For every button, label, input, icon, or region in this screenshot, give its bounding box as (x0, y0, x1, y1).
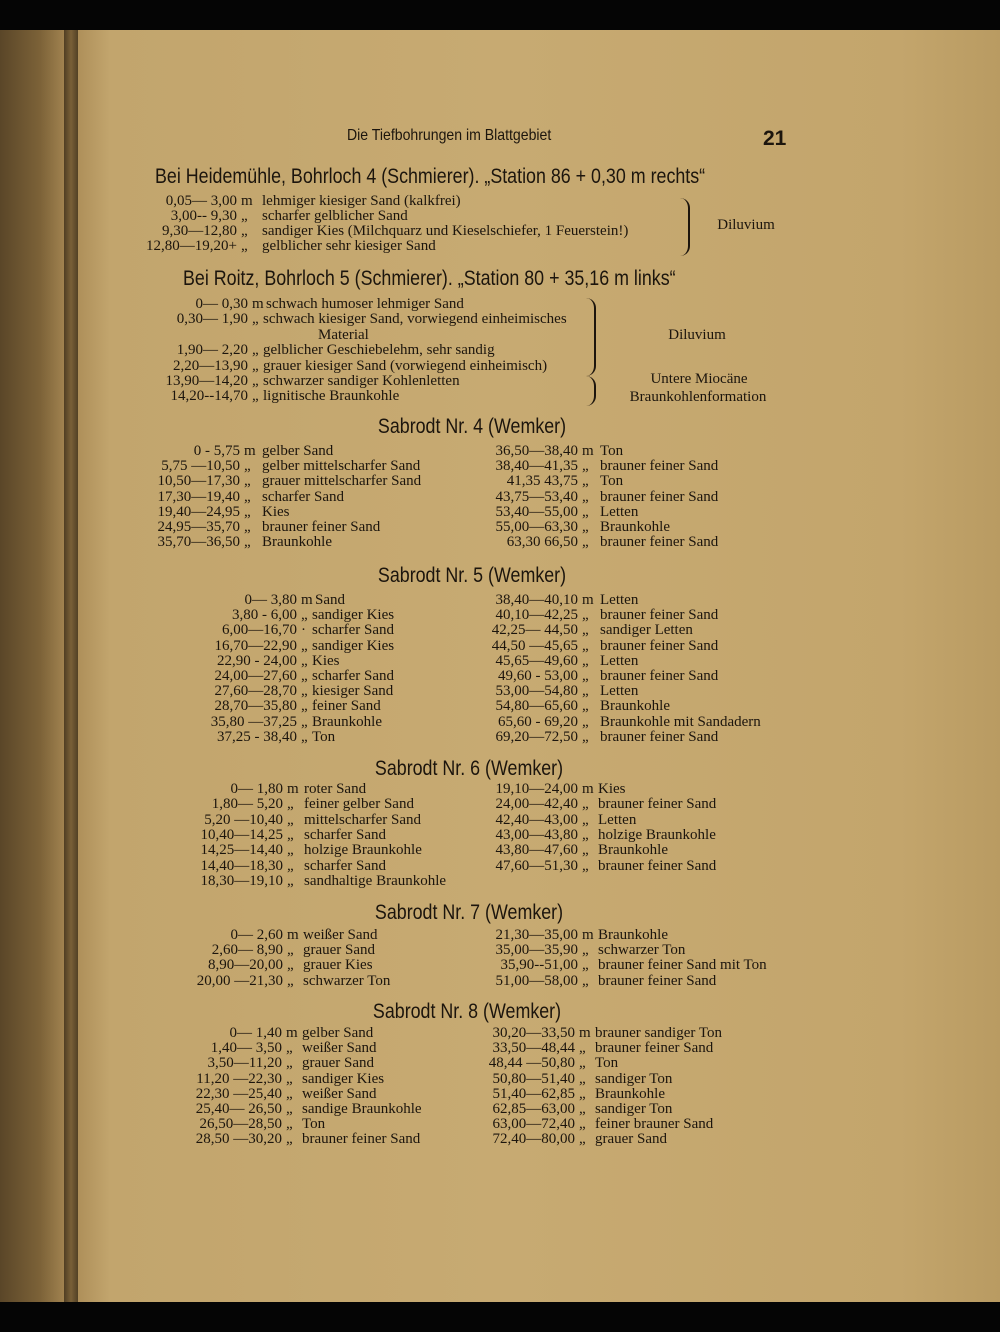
layer-description: schwach kiesiger Sand, vorwiegend einheimisches (263, 311, 567, 328)
depth-unit: „ (582, 637, 589, 654)
layer-description: scharfer Sand (304, 826, 387, 843)
depth-unit: „ (582, 942, 589, 959)
depth-unit: „ (287, 796, 294, 813)
section-title: Bei Heidemühle, Bohrloch 4 (Schmierer). „Station 86 + 0,30 m rechts“ (155, 165, 706, 188)
depth-range: 2,60— 8,90 (211, 942, 283, 959)
depth-unit: „ (582, 534, 589, 551)
layer-description: sandiger Ton (595, 1070, 673, 1087)
depth-range: 35,70—36,50 (157, 534, 240, 551)
depth-range: 0— 3,80 (244, 592, 297, 608)
depth-range: 37,25 - 38,40 (217, 728, 297, 745)
depth-range: 0,30— 1,90 (176, 311, 248, 328)
layer-description: brauner sandiger Ton (595, 1025, 722, 1041)
depth-range: 45,65—49,60 (495, 652, 578, 669)
layer-description: Sand (315, 592, 345, 608)
layer-description: Braunkohle (595, 1085, 665, 1102)
depth-unit: „ (301, 607, 308, 624)
depth-unit: „ (241, 208, 248, 225)
depth-range: 6,00—16,70 (222, 622, 297, 639)
depth-unit: „ (582, 857, 589, 874)
depth-range: 53,40—55,00 (495, 503, 578, 520)
layer-description: brauner feiner Sand mit Ton (598, 957, 767, 974)
layer-description: scharfer Sand (304, 857, 387, 874)
depth-unit: „ (241, 238, 248, 255)
depth-unit: „ (287, 972, 294, 989)
running-title: Die Tiefbohrungen im Blattgebiet (347, 127, 552, 144)
layer-description: brauner feiner Sand (600, 534, 719, 551)
layer-description: Kies (262, 503, 290, 520)
layer-description: Ton (302, 1116, 326, 1133)
layer-description: brauner feiner Sand (595, 1040, 714, 1057)
depth-range: 42,25— 44,50 (491, 622, 578, 639)
depth-unit: „ (301, 683, 308, 700)
depth-unit: „ (582, 607, 589, 624)
depth-range: 0— 2,60 (230, 927, 283, 943)
depth-range: 26,50—28,50 (199, 1116, 282, 1133)
depth-unit: „ (301, 637, 308, 654)
depth-range: 14,40—18,30 (200, 857, 283, 874)
depth-range: 24,00—42,40 (495, 796, 578, 813)
depth-unit: „ (582, 473, 589, 490)
brace (680, 198, 690, 256)
depth-unit: „ (582, 826, 589, 843)
depth-range: 1,40— 3,50 (210, 1040, 282, 1057)
depth-unit: „ (252, 388, 259, 405)
depth-unit: „ (301, 698, 308, 715)
depth-range: 53,00—54,80 (495, 683, 578, 700)
depth-unit: „ (582, 503, 589, 520)
depth-unit: „ (582, 488, 589, 505)
depth-range: 38,40—40,10 (495, 592, 578, 608)
depth-range: 65,60 - 69,20 (498, 713, 578, 730)
layer-description: weißer Sand (302, 1085, 377, 1102)
layer-description: sandiger Kies (312, 637, 395, 654)
layer-description: brauner feiner Sand (600, 607, 719, 624)
layer-description: sandiger Kies (Milchquarz und Kieselschiefer, 1 Feuerstein!) (262, 223, 629, 240)
depth-range: 50,80—51,40 (492, 1070, 575, 1087)
depth-range: 35,80 —37,25 (210, 713, 297, 730)
depth-unit: „ (287, 857, 294, 874)
layer-description: roter Sand (304, 781, 367, 797)
layer-description: Braunkohle (600, 698, 670, 715)
depth-unit: „ (287, 842, 294, 859)
depth-unit: „ (252, 373, 259, 389)
layer-description: schwach humoser lehmiger Sand (266, 296, 464, 312)
layer-description: lignitische Braunkohle (263, 388, 400, 405)
depth-range: 28,70—35,80 (214, 698, 297, 715)
depth-unit: „ (244, 473, 251, 490)
layer-description: scharfer Sand (312, 622, 395, 639)
section-title: Bei Roitz, Bohrloch 5 (Schmierer). „Station 80 + 35,16 m links“ (183, 267, 676, 290)
depth-unit: „ (252, 311, 259, 328)
depth-unit: m (241, 193, 253, 209)
depth-unit: „ (301, 713, 308, 730)
depth-range: 51,40—62,85 (492, 1085, 575, 1102)
depth-range: 13,90—14,20 (165, 373, 248, 389)
depth-unit: „ (582, 713, 589, 730)
depth-range: 22,30 —25,40 (195, 1085, 282, 1102)
depth-unit: „ (582, 668, 589, 684)
depth-range: 21,30—35,00 (495, 927, 578, 943)
depth-range: 43,80—47,60 (495, 842, 578, 859)
depth-unit: „ (244, 519, 251, 535)
layer-description: Braunkohle (262, 534, 332, 551)
depth-unit: „ (244, 458, 251, 475)
depth-range: 24,00—27,60 (214, 668, 297, 684)
depth-unit: „ (301, 728, 308, 745)
depth-unit: „ (244, 503, 251, 520)
section-title: Sabrodt Nr. 6 (Wemker) (374, 757, 564, 780)
depth-unit: · (301, 622, 306, 639)
depth-range: 3,50—11,20 (207, 1055, 282, 1072)
depth-unit: „ (579, 1101, 586, 1117)
depth-range: 11,20 —22,30 (196, 1070, 282, 1087)
layer-description: gelblicher Geschiebelehm, sehr sandig (263, 342, 495, 359)
depth-unit: „ (582, 622, 589, 639)
layer-description: grauer mittelscharfer Sand (262, 473, 422, 490)
depth-range: 54,80—65,60 (495, 698, 578, 715)
section-title: Sabrodt Nr. 8 (Wemker) (372, 1000, 562, 1023)
depth-range: 43,75—53,40 (495, 488, 578, 505)
layer-description: Ton (312, 728, 336, 745)
layer-description: brauner feiner Sand (598, 796, 717, 813)
layer-description: Ton (600, 473, 624, 490)
depth-unit: „ (286, 1040, 293, 1057)
brace (586, 298, 596, 376)
depth-unit: „ (582, 972, 589, 989)
layer-description: Braunkohle (312, 713, 382, 730)
layer-description: grauer kiesiger Sand (vorwiegend einheimisch) (263, 357, 548, 374)
depth-unit: „ (301, 652, 308, 669)
depth-range: 14,25—14,40 (200, 842, 283, 859)
depth-unit: „ (582, 458, 589, 475)
depth-range: 35,90--51,00 (500, 957, 578, 974)
depth-range: 3,80 - 6,00 (232, 607, 297, 624)
depth-unit: m (244, 443, 256, 459)
layer-description: scharfer Sand (312, 668, 395, 684)
layer-description: mittelscharfer Sand (304, 811, 422, 828)
depth-unit: „ (579, 1131, 586, 1148)
depth-unit: „ (286, 1070, 293, 1087)
depth-unit: „ (252, 342, 259, 359)
depth-unit: „ (582, 957, 589, 974)
depth-range: 0,05— 3,00 (165, 193, 237, 209)
depth-unit: m (582, 592, 594, 608)
layer-description: gelblicher sehr kiesiger Sand (262, 238, 436, 255)
layer-description: scharfer Sand (262, 488, 345, 505)
layer-description: brauner feiner Sand (600, 488, 719, 505)
layer-description: grauer Sand (303, 942, 376, 959)
depth-range: 63,30 66,50 (506, 534, 578, 551)
layer-description: schwarzer sandiger Kohlenletten (263, 373, 460, 389)
layer-description: grauer Sand (302, 1055, 375, 1072)
page-number: 21 (763, 127, 787, 150)
depth-unit: „ (582, 796, 589, 813)
strat-label: Untere Miocäne (650, 371, 748, 387)
layer-description: Kies (598, 781, 626, 797)
depth-unit: m (252, 296, 264, 312)
strat-label: Diluvium (717, 217, 775, 233)
depth-range: 63,00—72,40 (492, 1116, 575, 1133)
depth-unit: m (579, 1025, 591, 1041)
layer-description: Letten (600, 592, 639, 608)
depth-unit: „ (244, 488, 251, 505)
depth-unit: m (582, 443, 594, 459)
depth-unit: „ (579, 1116, 586, 1133)
depth-range: 38,40—41,35 (495, 458, 578, 475)
layer-description: Ton (600, 443, 624, 459)
depth-range: 22,90 - 24,00 (217, 652, 297, 669)
depth-range: 0 - 5,75 (193, 443, 240, 459)
depth-unit: „ (241, 223, 248, 240)
layer-description: Letten (600, 683, 639, 700)
depth-range: 10,50—17,30 (157, 473, 240, 490)
depth-unit: „ (582, 842, 589, 859)
layer-description: schwarzer Ton (303, 972, 391, 989)
depth-range: 14,20--14,70 (170, 388, 248, 405)
depth-range: 3,00-- 9,30 (170, 208, 237, 225)
layer-description: brauner feiner Sand (600, 668, 719, 684)
layer-description: lehmiger kiesiger Sand (kalkfrei) (262, 193, 461, 209)
layer-description: feiner brauner Sand (595, 1116, 714, 1133)
depth-range: 9,30—12,80 (162, 223, 237, 240)
section-title: Sabrodt Nr. 5 (Wemker) (377, 564, 567, 587)
layer-description: weißer Sand (302, 1040, 377, 1057)
strat-label: Diluvium (668, 327, 726, 343)
depth-range: 5,20 —10,40 (204, 811, 283, 828)
depth-unit: „ (286, 1131, 293, 1148)
layer-description: grauer Kies (303, 957, 373, 974)
depth-range: 48,44 —50,80 (488, 1055, 575, 1072)
layer-description: brauner feiner Sand (600, 458, 719, 475)
layer-description: grauer Sand (595, 1131, 668, 1148)
depth-range: 42,40—43,00 (495, 811, 578, 828)
depth-unit: „ (286, 1101, 293, 1117)
depth-range: 19,40—24,95 (157, 503, 240, 520)
depth-unit: „ (582, 519, 589, 535)
depth-unit: „ (582, 698, 589, 715)
depth-range: 24,95—35,70 (157, 519, 240, 535)
depth-unit: „ (582, 683, 589, 700)
depth-unit: „ (287, 942, 294, 959)
book-spine (64, 30, 78, 1302)
depth-range: 8,90—20,00 (208, 957, 283, 974)
layer-description: gelber Sand (302, 1025, 374, 1041)
layer-description: holzige Braunkohle (598, 826, 716, 843)
depth-range: 69,20—72,50 (495, 728, 578, 745)
depth-range: 17,30—19,40 (157, 488, 240, 505)
depth-range: 49,60 - 53,00 (498, 668, 578, 684)
layer-description: brauner feiner Sand (598, 857, 717, 874)
layer-description: weißer Sand (303, 927, 378, 943)
depth-unit: „ (287, 826, 294, 843)
depth-unit: „ (579, 1040, 586, 1057)
layer-description: sandiger Kies (302, 1070, 385, 1087)
depth-unit: „ (582, 652, 589, 669)
layer-description: Ton (595, 1055, 619, 1072)
depth-unit: m (286, 1025, 298, 1041)
layer-description: Letten (600, 503, 639, 520)
depth-unit: m (301, 592, 313, 608)
depth-unit: „ (579, 1055, 586, 1072)
depth-unit: m (287, 927, 299, 943)
layer-description: brauner feiner Sand (600, 728, 719, 745)
depth-range: 1,80— 5,20 (211, 796, 283, 813)
depth-range: 62,85—63,00 (492, 1101, 575, 1117)
layer-description: Braunkohle (600, 519, 670, 535)
depth-range: 72,40—80,00 (492, 1131, 575, 1148)
layer-description: schwarzer Ton (598, 942, 686, 959)
layer-description: gelber mittelscharfer Sand (262, 458, 421, 475)
layer-description: Braunkohle (598, 842, 668, 859)
depth-unit: „ (579, 1070, 586, 1087)
layer-description: brauner feiner Sand (262, 519, 381, 535)
depth-unit: „ (287, 872, 294, 889)
depth-range: 55,00—63,30 (495, 519, 578, 535)
depth-unit: „ (301, 668, 308, 684)
strat-label: Braunkohlenformation (629, 389, 767, 405)
layer-description: feiner gelber Sand (304, 796, 414, 813)
depth-range: 40,10—42,25 (495, 607, 578, 624)
depth-unit: „ (244, 534, 251, 551)
depth-range: 43,00—43,80 (495, 826, 578, 843)
depth-unit: „ (286, 1055, 293, 1072)
depth-range: 28,50 —30,20 (195, 1131, 282, 1148)
layer-description: sandige Braunkohle (302, 1101, 422, 1117)
depth-range: 18,30—19,10 (200, 872, 283, 889)
section-title: Sabrodt Nr. 4 (Wemker) (377, 415, 567, 438)
depth-unit: „ (579, 1085, 586, 1102)
layer-description: brauner feiner Sand (598, 972, 717, 989)
layer-description: Braunkohle (598, 927, 668, 943)
depth-range: 20,00 —21,30 (196, 972, 283, 989)
depth-range: 2,20—13,90 (173, 357, 248, 374)
depth-range: 30,20—33,50 (492, 1025, 575, 1041)
layer-description: feiner Sand (312, 698, 381, 715)
layer-description: brauner feiner Sand (600, 637, 719, 654)
layer-description: sandiger Ton (595, 1101, 673, 1117)
layer-description: sandiger Kies (312, 607, 395, 624)
depth-range: 19,10—24,00 (495, 781, 578, 797)
depth-range: 33,50—48,44 (492, 1040, 575, 1057)
depth-range: 16,70—22,90 (214, 637, 297, 654)
depth-range: 35,00—35,90 (495, 942, 578, 959)
depth-unit: m (287, 781, 299, 797)
layer-description: Kies (312, 652, 340, 669)
depth-range: 0— 1,80 (230, 781, 283, 797)
depth-range: 5,75 —10,50 (161, 458, 240, 475)
layer-description: sandhaltige Braunkohle (304, 872, 447, 889)
depth-range: 10,40—14,25 (200, 826, 283, 843)
depth-range: 41,35 43,75 (506, 473, 578, 490)
layer-description: gelber Sand (262, 443, 334, 459)
depth-range: 1,90— 2,20 (176, 342, 248, 359)
depth-range: 51,00—58,00 (495, 972, 578, 989)
layer-description: holzige Braunkohle (304, 842, 422, 859)
depth-range: 47,60—51,30 (495, 857, 578, 874)
depth-unit: „ (582, 728, 589, 745)
depth-unit: „ (287, 811, 294, 828)
depth-unit: „ (286, 1085, 293, 1102)
depth-unit: m (582, 781, 594, 797)
depth-unit: m (582, 927, 594, 943)
layer-description: sandiger Letten (600, 622, 693, 639)
depth-range: 0— 1,40 (229, 1025, 282, 1041)
depth-unit: „ (252, 357, 259, 374)
depth-unit: „ (582, 811, 589, 828)
depth-range: 44,50 —45,65 (491, 637, 578, 654)
layer-description: Letten (598, 811, 637, 828)
depth-unit: „ (287, 957, 294, 974)
depth-unit: „ (286, 1116, 293, 1133)
layer-description: kiesiger Sand (312, 683, 394, 700)
depth-range: 25,40— 26,50 (195, 1101, 282, 1117)
section-title: Sabrodt Nr. 7 (Wemker) (374, 901, 564, 924)
depth-range: 27,60—28,70 (214, 683, 297, 700)
layer-description: Braunkohle mit Sandadern (600, 713, 761, 730)
layer-description: brauner feiner Sand (302, 1131, 421, 1148)
layer-description: scharfer gelblicher Sand (262, 208, 408, 225)
layer-description: Material (318, 326, 369, 343)
layer-description: Letten (600, 652, 639, 669)
depth-range: 36,50—38,40 (495, 443, 578, 459)
depth-range: 12,80—19,20+ (146, 238, 237, 255)
depth-range: 0— 0,30 (195, 296, 248, 312)
